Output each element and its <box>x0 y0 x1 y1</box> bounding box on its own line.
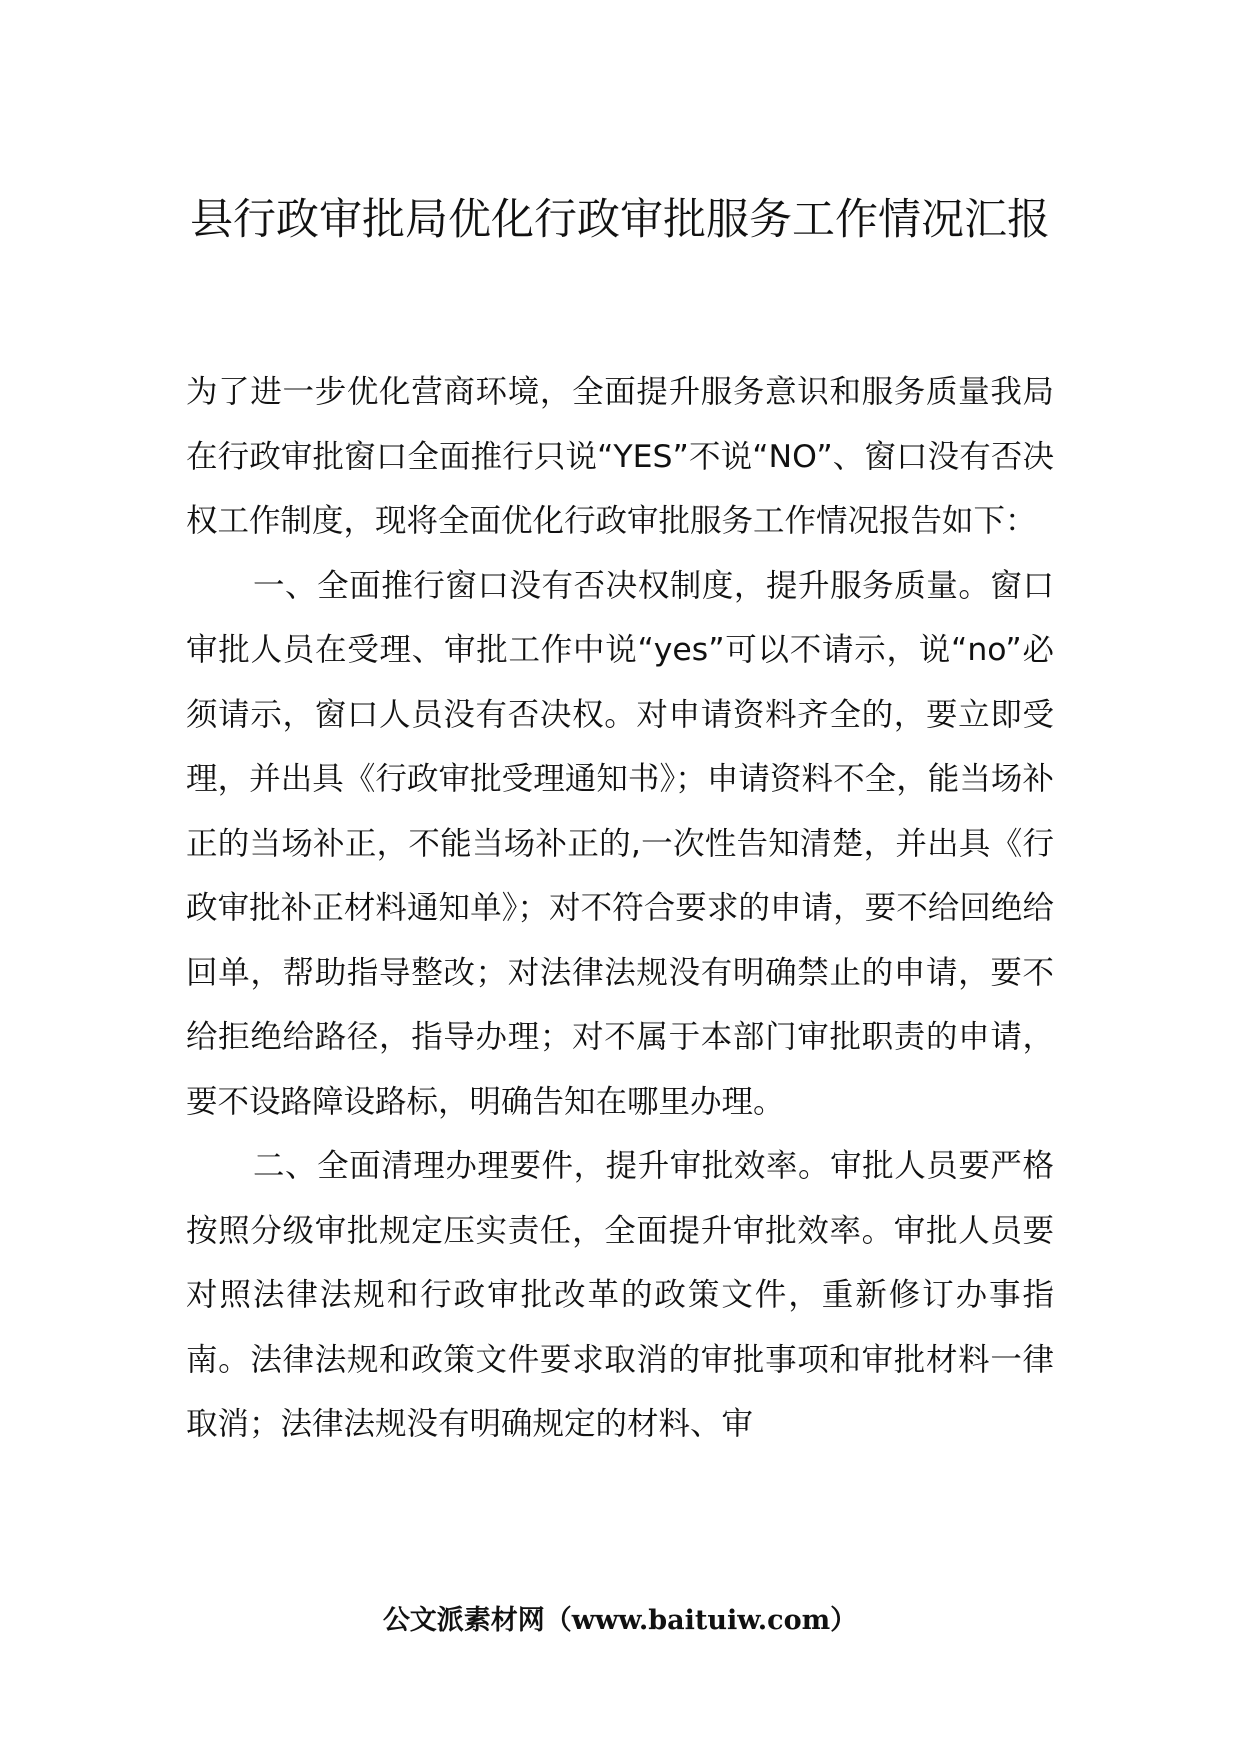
paragraph-section-1: 一、全面推行窗口没有否决权制度，提升服务质量。窗口审批人员在受理、审批工作中说“yes”可以不请示，说“no”必须请示，窗口人员没有否决权。对申请资料齐全的，要立即受理，并出具《行政审批受理通知书》；申请资料不全，能当场补正的当场补正，不能当场补正的,一次性告知清楚，并出具《行政审批补正材料通知单》；对不符合要求的申请，要不给回绝给回单，帮助指导整改；对法律法规没有明确禁止的申请，要不给拒绝给路径，指导办理；对不属于本部门审批职责的申请，要不设路障设路标，明确告知在哪里办理。 <box>186 567 1054 1120</box>
paragraph-intro: 为了进一步优化营商环境，全面提升服务意识和服务质量我局在行政审批窗口全面推行只说“YES”不说“NO”、窗口没有否决权工作制度，现将全面优化行政审批服务工作情况报告如下： <box>186 374 1054 539</box>
paragraph-section-2: 二、全面清理办理要件，提升审批效率。审批人员要严格按照分级审批规定压实责任，全面提升审批效率。审批人员要对照法律法规和行政审批改革的政策文件，重新修订办事指南。法律法规和政策文件要求取消的审批事项和审批材料一律取消；法律法规没有明确规定的材料、审 <box>186 1148 1054 1442</box>
document-title: 县行政审批局优化行政审批服务工作情况汇报 <box>190 195 1050 245</box>
footer-watermark: 公文派素材网（www.baituiw.com） <box>382 1605 858 1636</box>
document-body <box>186 360 1054 1457</box>
